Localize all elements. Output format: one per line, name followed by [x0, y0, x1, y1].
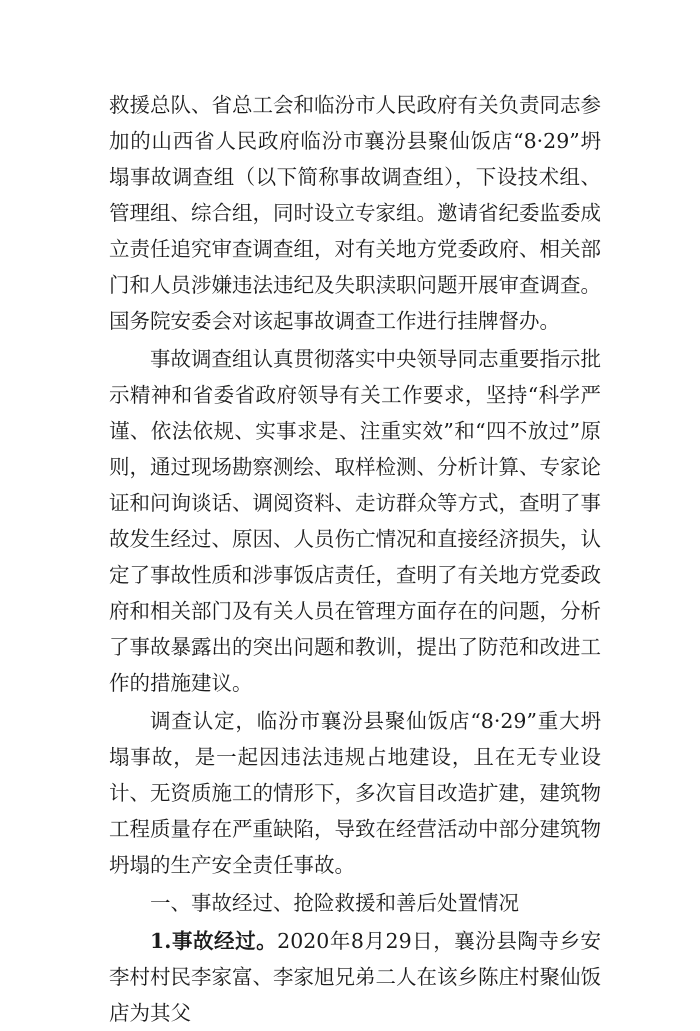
- subsection-accident-process: [109, 923, 601, 1031]
- document-body: [109, 87, 601, 1031]
- subsection-lead: 1.事故经过。: [150, 929, 278, 953]
- section-heading: 一、事故经过、抢险救援和善后处置情况: [150, 891, 519, 915]
- paragraph-investigation-conclusion: 调查认定，临汾市襄汾县聚仙饭店“8·29”重大坍塌事故，是一起因违法违规占地建设，且在无专业设计、无资质施工的情形下，多次盲目改造扩建，建筑物工程质量存在严重缺陷，导致在经营活动中部分建筑物坍塌的生产安全责任事故。: [109, 709, 601, 877]
- paragraph-investigation-process: 事故调查组认真贯彻落实中央领导同志重要指示批示精神和省委省政府领导有关工作要求，坚持“科学严谨、依法依规、实事求是、注重实效”和“四不放过”原则，通过现场勘察测绘、取样检测、分析计算、专家论证和问询谈话、调阅资料、走访群众等方式，查明了事故发生经过、原因、人员伤亡情况和直接经济损失，认定了事故性质和涉事饭店责任，查明了有关地方党委政府和相关部门及有关人员在管理方面存在的问题，分析了事故暴露出的突出问题和教训，提出了防范和改进工作的措施建议。: [109, 347, 601, 695]
- subsection-text: 2020年8月29日，襄汾县陶寺乡安李村村民李家富、李家旭兄弟二人在该乡陈庄村聚仙饭店为其父: [109, 929, 601, 1025]
- paragraph-investigation-team: 救援总队、省总工会和临汾市人民政府有关负责同志参加的山西省人民政府临汾市襄汾县聚仙饭店“8·29”坍塌事故调查组（以下简称事故调查组），下设技术组、管理组、综合组，同时设立专家组。邀请省纪委监委成立责任追究审查调查组，对有关地方党委政府、相关部门和人员涉嫌违法违纪及失职渎职问题开展审查调查。国务院安委会对该起事故调查工作进行挂牌督办。: [109, 93, 601, 333]
